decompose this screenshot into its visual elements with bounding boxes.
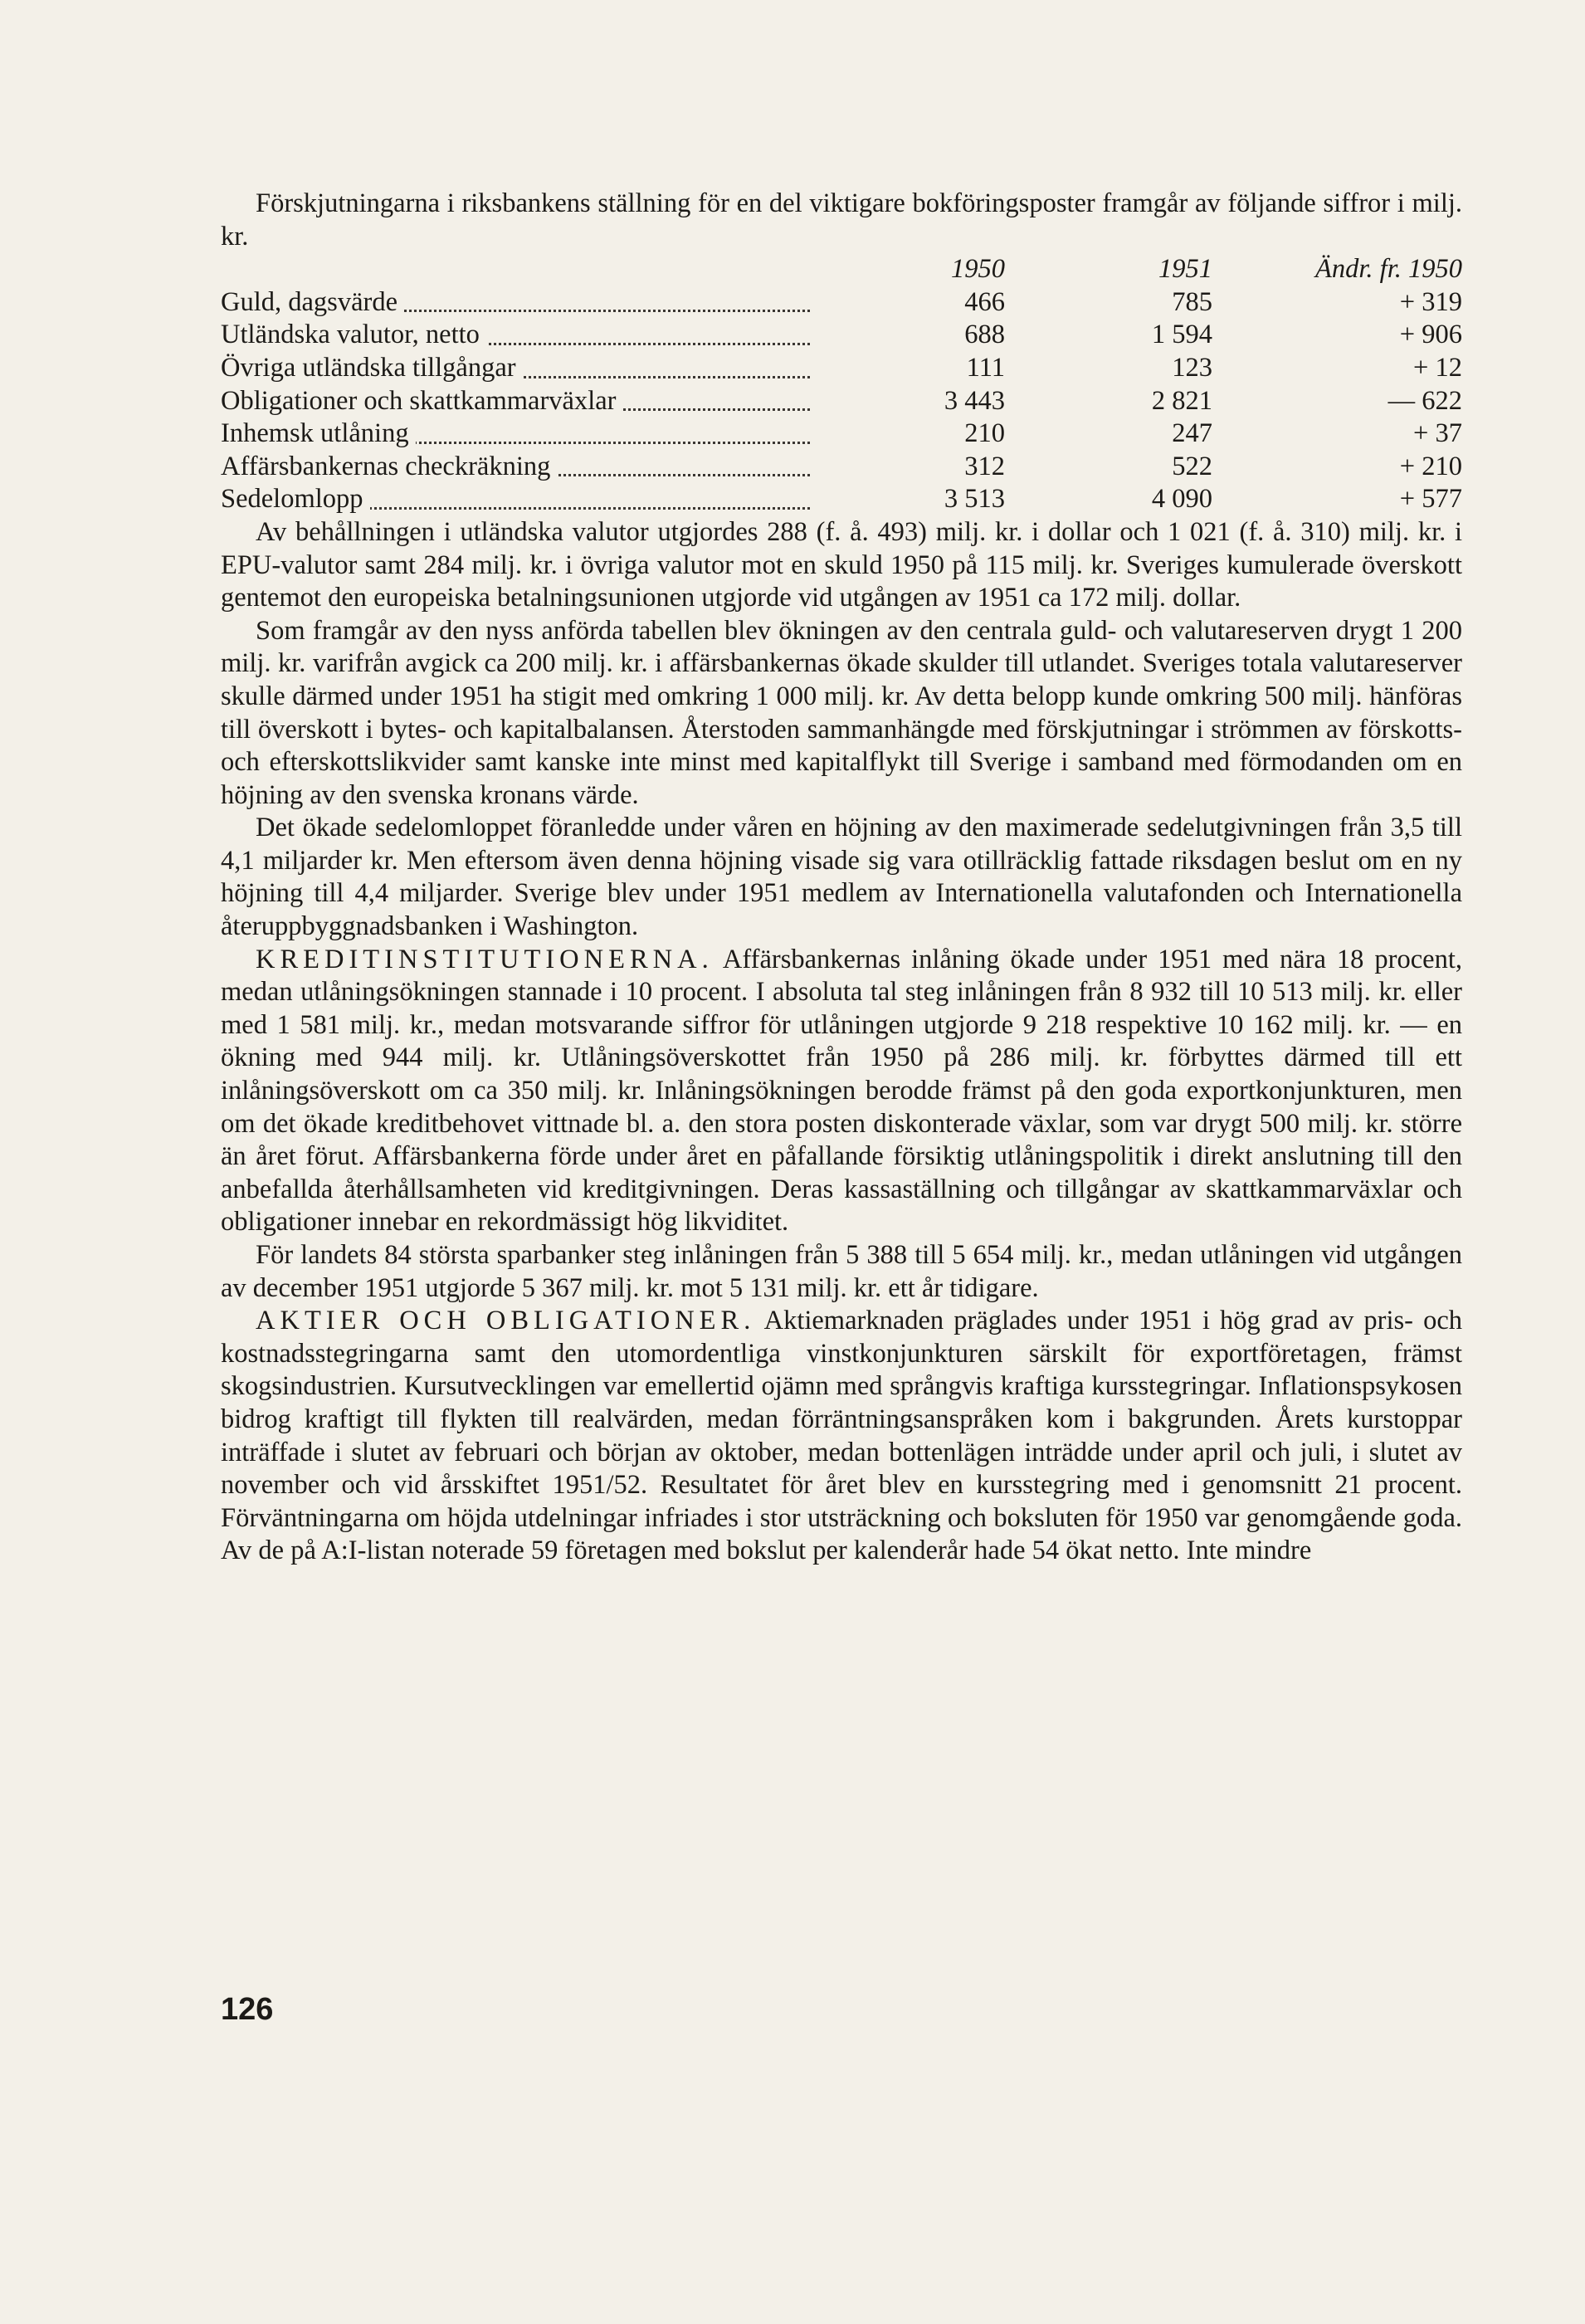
cell-1950: 312 (964, 451, 1005, 481)
cell-1950: 688 (964, 320, 1005, 350)
page-body (221, 188, 1462, 1568)
section-heading-aktier: AKTIER OCH OBLIGATIONER. (256, 1306, 756, 1336)
cell-change: + 12 (1413, 352, 1462, 383)
row-label: Affärsbankernas checkräkning (221, 452, 557, 481)
cell-1950: 111 (966, 352, 1005, 383)
table-row (221, 385, 1462, 418)
balance-table (221, 253, 1462, 516)
cell-change: + 37 (1413, 418, 1462, 449)
cell-1950: 3 443 (944, 385, 1005, 416)
table-row (221, 286, 1462, 320)
section-heading-kredit: KREDITINSTITUTIONERNA. (256, 944, 714, 974)
kredit-paragraph (221, 944, 1462, 1239)
row-label: Sedelomlopp (221, 484, 370, 514)
table-row (221, 352, 1462, 385)
table-row (221, 483, 1462, 516)
row-label: Inhemsk utlåning (221, 418, 416, 448)
cell-change: — 622 (1387, 385, 1462, 416)
table-header-row (221, 253, 1462, 286)
header-change: Ändr. fr. 1950 (1315, 254, 1462, 285)
cell-1951: 123 (1172, 352, 1212, 383)
table-row (221, 319, 1462, 352)
cell-1951: 2 821 (1151, 385, 1212, 416)
header-1950: 1950 (951, 254, 1005, 285)
table-row (221, 451, 1462, 484)
row-label: Övriga utländska tillgångar (221, 353, 523, 383)
valuta-paragraph: Av behållningen i utländska valutor utgjordes 288 (f. å. 493) milj. kr. i dollar och 1 021 (f. å. 310) milj. kr. i EPU-valutor samt 284 milj. kr. i övriga valutor mot en skuld 1950 på 115 milj. kr. Sveriges kumulerade överskott gentemot den europeiska betalningsunionen utgjorde vid utgången av 1951 ca 172 milj. dollar. (221, 516, 1462, 613)
header-label (221, 253, 818, 286)
row-label: Utländska valutor, netto (221, 320, 486, 349)
cell-1951: 1 594 (1151, 320, 1212, 350)
cell-1951: 522 (1172, 451, 1212, 481)
cell-change: + 210 (1399, 451, 1462, 481)
reserve-paragraph: Som framgår av den nyss anförda tabellen blev ökningen av den centrala guld- och valutareserven drygt 1 200 milj. kr. varifrån avgick ca 200 milj. kr. i affärsbankernas ökade skulder till utlandet. Sveriges totala valutareserver skulle därmed under 1951 ha stigit med omkring 1 000 milj. kr. Av detta belopp kunde omkring 500 milj. hänföras till överskott i bytes- och kapitalbalansen. Återstoden sammanhängde med förskjutningar i strömmen av förskotts- och efterskottslikvider samt kanske inte minst med kapitalflykt till Sverige i samband med förmodanden om en höjning av den svenska kronans värde. (221, 615, 1462, 810)
cell-1951: 4 090 (1151, 484, 1212, 515)
cell-1951: 247 (1172, 418, 1212, 449)
cell-1950: 210 (964, 418, 1005, 449)
cell-change: + 577 (1399, 484, 1462, 515)
row-label: Obligationer och skattkammarväxlar (221, 386, 623, 416)
cell-1950: 3 513 (944, 484, 1005, 515)
aktier-text: Aktiemarknaden präglades under 1951 i hög grad av pris- och kostnadsstegringarna samt den utomordentliga vinstkonjunkturen särskilt för exportföretagen, främst skogsindustrien. Kursutvecklingen var emellertid ojämn med språngvis kraftiga kursstegringar. Inflationspsykosen bidrog kraftigt till flykten till realvärden, medan förräntningsanspråken kom i bakgrunden. Årets kurstoppar inträffade i slutet av februari och början av oktober, medan bottenlägen inträdde under april och juli, i slutet av november och vid årsskiftet 1951/52. Resultatet för året blev en kursstegring med i genomsnitt 21 procent. Förväntningarna om höjda utdelningar infriades i stor utsträckning och boksluten för 1950 var genomgående goda. Av de på A:I-listan noterade 59 företagen med bokslut per kalenderår hade 54 ökat netto. Inte mindre (221, 1306, 1462, 1566)
cell-1951: 785 (1172, 286, 1212, 317)
row-label: Guld, dagsvärde (221, 287, 404, 317)
cell-1950: 466 (964, 286, 1005, 317)
page-number: 126 (221, 1992, 274, 2027)
header-1951: 1951 (1158, 254, 1212, 285)
aktier-paragraph (221, 1305, 1462, 1568)
cell-change: + 906 (1399, 320, 1462, 350)
sparbank-paragraph: För landets 84 största sparbanker steg inlåningen från 5 388 till 5 654 milj. kr., medan utlåningen vid utgången av december 1951 utgjorde 5 367 milj. kr. mot 5 131 milj. kr. ett år tidigare. (221, 1240, 1462, 1303)
table-row (221, 417, 1462, 451)
kredit-text: Affärsbankernas inlåning ökade under 1951 med nära 18 procent, medan utlåningsökningen stannade i 10 procent. I absoluta tal steg inlåningen från 8 932 till 10 513 milj. kr. eller med 1 581 milj. kr., medan motsvarande siffror för utlåningen utgjorde 9 218 respektive 10 162 milj. kr. — en ökning med 944 milj. kr. Utlåningsöverskottet från 1950 på 286 milj. kr. förbyttes därmed till ett inlåningsöverskott om ca 350 milj. kr. Inlåningsökningen berodde främst på den goda exportkonjunkturen, men om det ökade kreditbehovet vittnade bl. a. den stora posten diskonterade växlar, som var drygt 500 milj. kr. större än året förut. Affärsbankerna förde under året en påfallande försiktig utlåningspolitik i direkt anslutning till den anbefallda återhållsamheten vid kreditgivningen. Deras kassaställning och tillgångar av skattkammarväxlar och obligationer innebar en rekordmässigt hög likviditet. (221, 944, 1462, 1238)
sedel-paragraph: Det ökade sedelomloppet föranledde under våren en höjning av den maximerade sedelutgivningen från 3,5 till 4,1 miljarder kr. Men eftersom även denna höjning visade sig vara otillräcklig fattade riksdagen beslut om en ny höjning till 4,4 miljarder. Sverige blev under 1951 medlem av Internationella valutafonden och Internationella återuppbyggnadsbanken i Washington. (221, 813, 1462, 942)
cell-change: + 319 (1399, 286, 1462, 317)
intro-paragraph: Förskjutningarna i riksbankens ställning för en del viktigare bokföringsposter framgår av följande siffror i milj. kr. (221, 188, 1462, 251)
